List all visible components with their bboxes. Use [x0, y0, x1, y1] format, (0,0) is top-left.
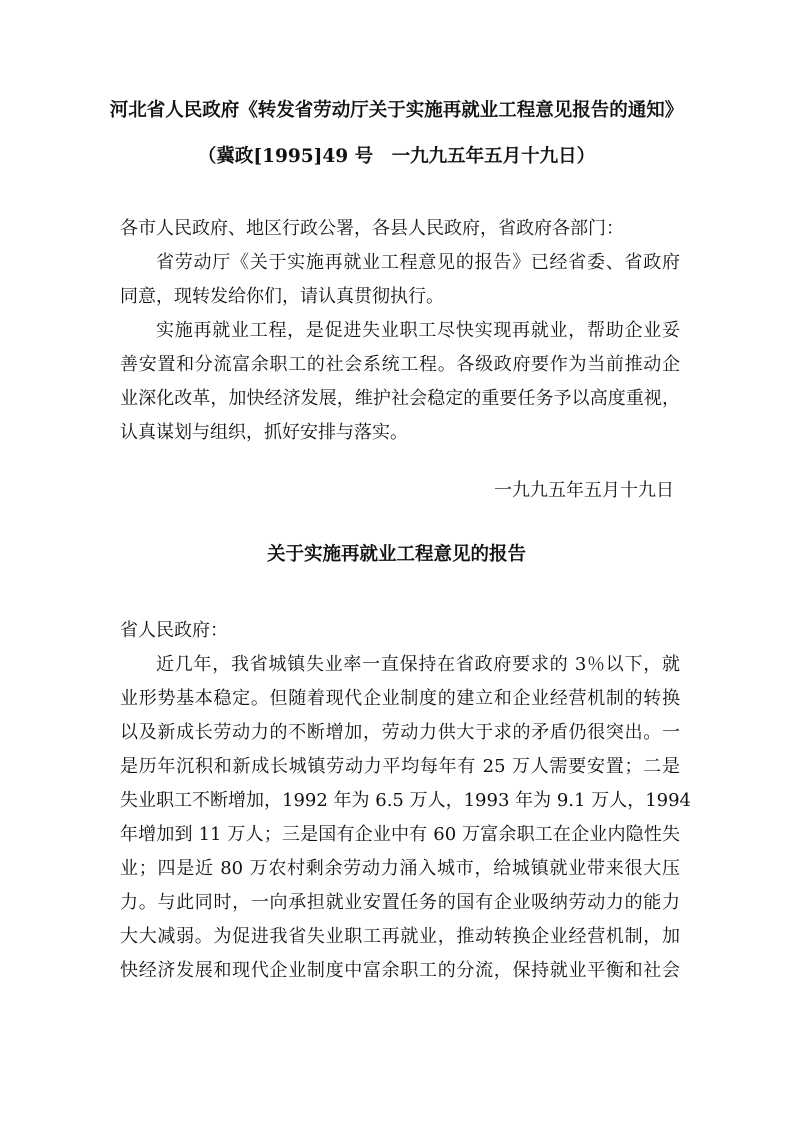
notice-para2-line: 业深化改革，加快经济发展，维护社会稳定的重要任务予以高度重视， — [120, 388, 680, 409]
notice-addressee: 各市人民政府、地区行政公署，各县人民政府，省政府各部门： — [120, 218, 624, 239]
notice-body — [120, 212, 680, 450]
report-body — [120, 614, 692, 988]
report-title: 关于实施再就业工程意见的报告 — [266, 544, 526, 565]
report-para1-line: 以及新成长劳动力的不断增加，劳动力供大于求的矛盾仍很突出。一 — [120, 722, 680, 743]
report-addressee: 省人民政府： — [120, 620, 228, 641]
report-para1-line: 快经济发展和现代企业制度中富余职工的分流，保持就业平衡和社会 — [120, 960, 680, 981]
notice-para1-line: 同意，现转发给你们，请认真贯彻执行。 — [120, 286, 444, 307]
notice-para2-line: 善安置和分流富余职工的社会系统工程。各级政府要作为当前推动企 — [120, 354, 680, 375]
notice-para2-line: 实施再就业工程，是促进失业职工尽快实现再就业，帮助企业妥 — [156, 320, 680, 341]
report-para1-line: 力。与此同时，一向承担就业安置任务的国有企业吸纳劳动力的能力 — [120, 892, 680, 913]
report-para1-line: 业；四是近 80 万农村剩余劳动力涌入城市，给城镇就业带来很大压 — [120, 858, 680, 879]
report-para1-line: 是历年沉积和新成长城镇劳动力平均每年有 25 万人需要安置；二是 — [120, 756, 680, 777]
report-para1-line: 失业职工不断增加，1992 年为 6.5 万人，1993 年为 9.1 万人，1994 — [120, 790, 692, 811]
notice-date: 一九九五年五月十九日 — [494, 480, 674, 501]
notice-para1-line: 省劳动厅《关于实施再就业工程意见的报告》已经省委、省政府 — [156, 252, 680, 273]
report-para1-line: 近几年，我省城镇失业率一直保持在省政府要求的 3％以下，就 — [156, 654, 680, 675]
report-para1-line: 大大减弱。为促进我省失业职工再就业，推动转换企业经营机制，加 — [120, 926, 680, 947]
notice-reference: （冀政[1995]49 号 一九九五年五月十九日） — [197, 146, 596, 167]
notice-title: 河北省人民政府《转发省劳动厅关于实施再就业工程意见报告的通知》 — [109, 100, 684, 121]
report-para1-line: 年增加到 11 万人；三是国有企业中有 60 万富余职工在企业内隐性失 — [120, 824, 680, 845]
notice-para2-line: 认真谋划与组织，抓好安排与落实。 — [120, 422, 408, 443]
report-para1-line: 业形势基本稳定。但随着现代企业制度的建立和企业经营机制的转换 — [120, 688, 680, 709]
